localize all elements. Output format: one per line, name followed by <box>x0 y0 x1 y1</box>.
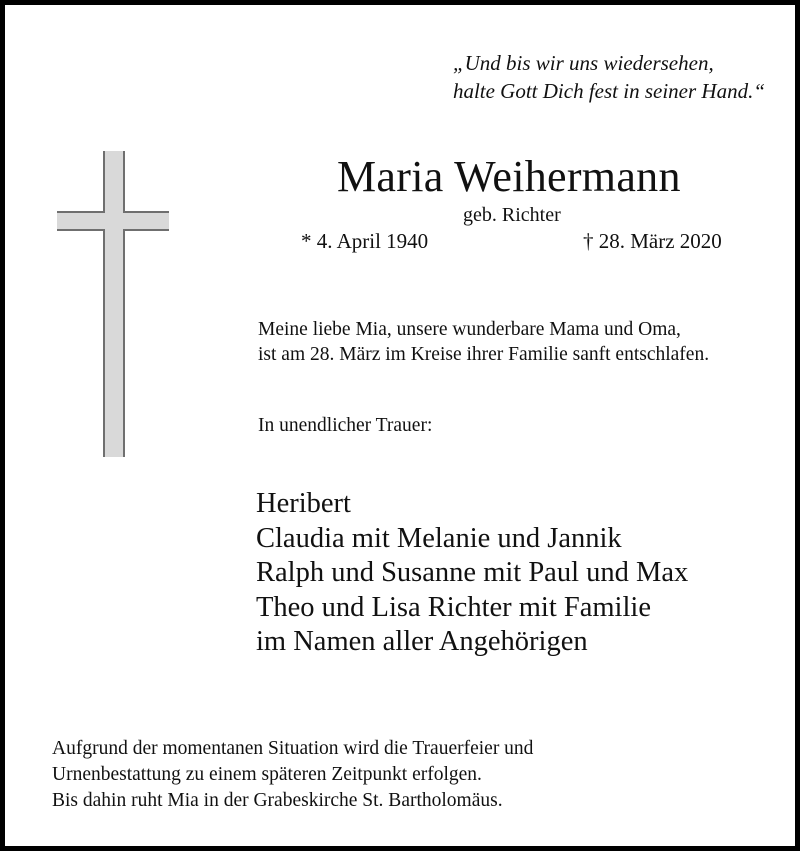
funeral-info-line-1: Aufgrund der momentanen Situation wird die Trauerfeier und <box>52 738 534 759</box>
funeral-information <box>52 736 533 814</box>
announcement-text <box>258 317 709 367</box>
mourning-intro: In unendlicher Trauer: <box>258 415 433 436</box>
epigraph-quote <box>453 49 765 105</box>
birth-date: * 4. April 1940 <box>301 229 429 253</box>
mourner-line: Heribert <box>256 488 351 519</box>
deceased-name: Maria Weihermann <box>337 152 681 201</box>
mourner-line: Ralph und Susanne mit Paul und Max <box>256 557 689 588</box>
mourner-line: Theo und Lisa Richter mit Familie <box>256 591 651 623</box>
announcement-line-2: ist am 28. März im Kreise ihrer Familie sanft entschlafen. <box>258 344 710 365</box>
quote-line-2: halte Gott Dich fest in seiner Hand.“ <box>452 79 765 103</box>
funeral-info-line-2: Urnenbestattung zu einem späteren Zeitpunkt erfolgen. <box>52 764 482 785</box>
announcement-line-1: Meine liebe Mia, unsere wunderbare Mama und Oma, <box>258 319 681 340</box>
maiden-name: geb. Richter <box>463 204 561 226</box>
mourner-line: im Namen aller Angehörigen <box>256 626 588 657</box>
funeral-info-line-3: Bis dahin ruht Mia in der Grabeskirche St. Bartholomäus. <box>52 790 503 811</box>
cross-icon <box>57 151 169 457</box>
death-date: † 28. März 2020 <box>583 229 722 253</box>
quote-line-1: „Und bis wir uns wiedersehen, <box>452 51 714 75</box>
mourners-list <box>256 487 688 660</box>
mourner-line: Claudia mit Melanie und Jannik <box>256 522 622 554</box>
